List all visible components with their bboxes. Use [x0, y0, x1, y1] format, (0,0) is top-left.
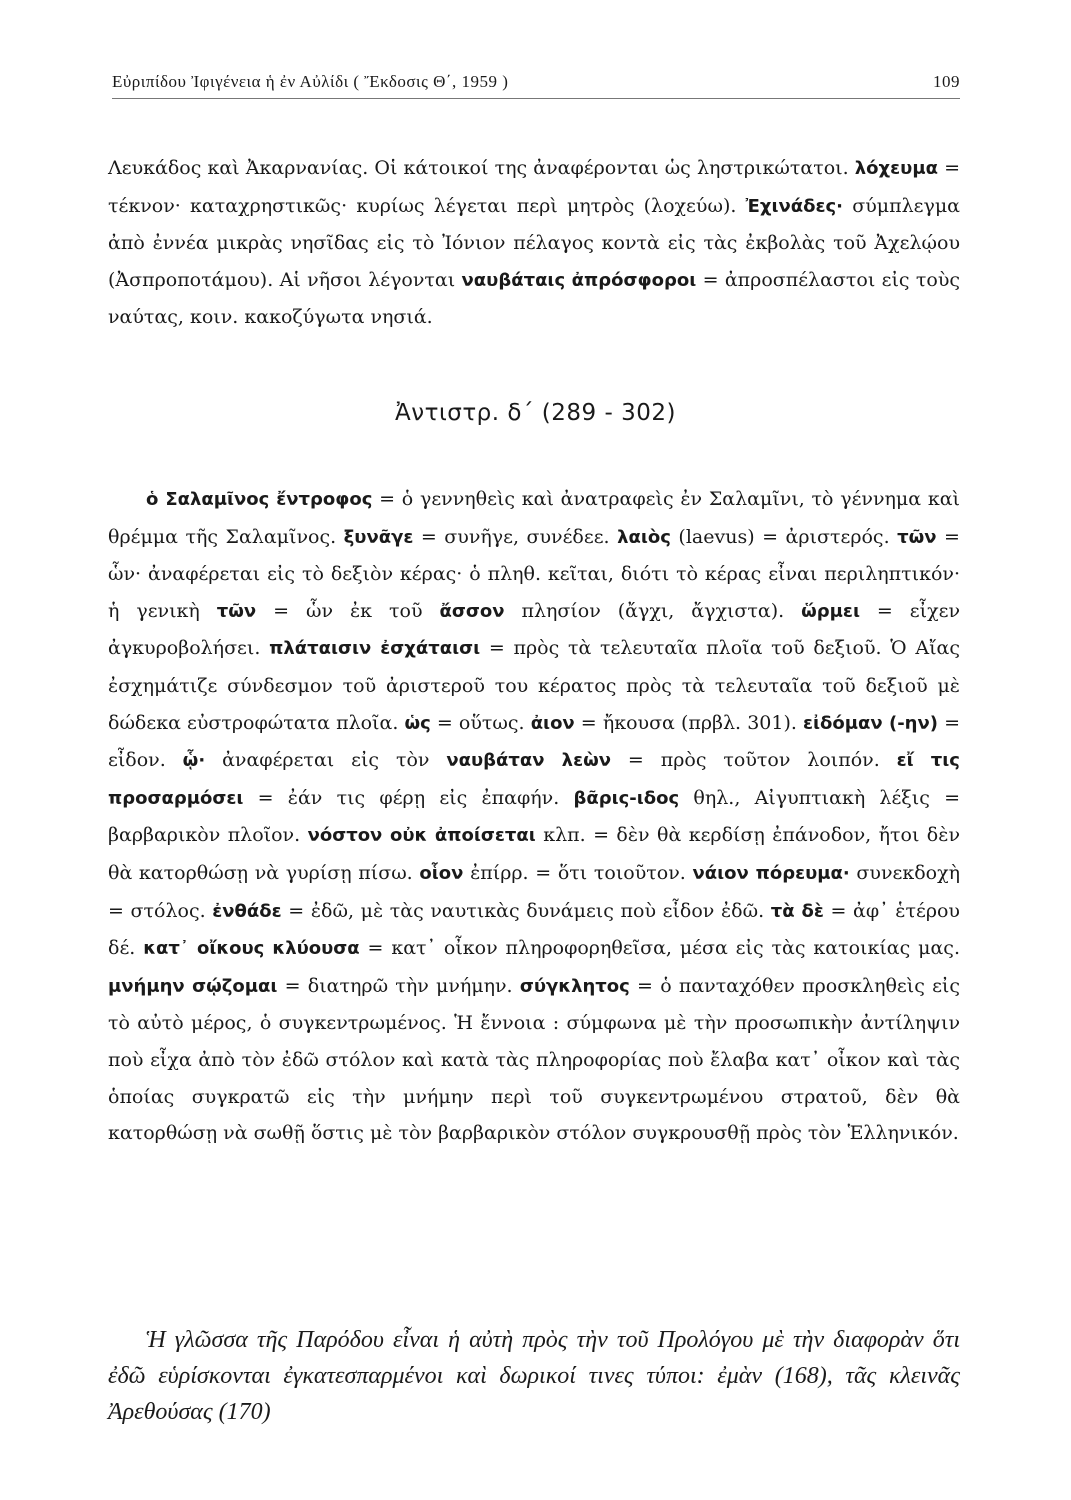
lemma: τῶν: [216, 600, 257, 622]
text-run: = πρὸς τὰ τελευταῖα πλοῖα τοῦ δεξιοῦ. Ὁ Αἴας ἐσχημάτιζε σύνδεσμον τοῦ ἀριστεροῦ του κέρατος πρὸς τὰ τελευταῖα τοῦ δεξιοῦ μὲ δώδεκα εὐστροφώτατα πλοῖα.: [108, 637, 961, 734]
text-run: Λευκάδος καὶ Ἀκαρνανίας. Οἱ κάτοικοί της ἀναφέρονται ὡς ληστρικώτατοι.: [108, 157, 855, 179]
text-run: = κατ᾽ οἶκον πληροφορηθεῖσα, μέσα εἰς τὰς κατοικίας μας.: [359, 937, 960, 960]
running-header: [112, 72, 960, 92]
text-run: = συνῆγε, συνέδεε.: [413, 525, 618, 548]
text-run: = ἀπροσπέλαστοι εἰς τοὺς ναύτας, κοιν. κακοζύγωτα νησιά.: [108, 268, 961, 329]
lemma: σύγκλητος: [519, 975, 630, 997]
text-run: = τέκνον· καταχρηστικῶς· κυρίως λέγεται περὶ μητρὸς (λοχεύω).: [108, 157, 960, 217]
lemma: ἄσσον: [439, 600, 505, 622]
text-run: = ἤκουσα (πρβλ. 301).: [574, 711, 804, 734]
section-heading: Ἀντιστρ. δ΄ (289 - 302): [395, 400, 676, 426]
lemma: λόχευμα: [854, 158, 938, 179]
text-run: = ὁ γεννηθεὶς καὶ ἀνατραφεὶς ἐν Σαλαμῖνι, τὸ γέννημα καὶ θρέμμα τῆς Σαλαμῖνος.: [108, 488, 960, 548]
text-run: = ὧν· ἀναφέρεται εἰς τὸ δεξιὸν κέρας· ὁ πληθ. κεῖται, διότι τὸ κέρας εἶναι περιληπτικόν· ἡ γενικὴ: [108, 525, 960, 622]
lemma: ἀιον: [530, 712, 575, 734]
lemma: ὡς: [404, 712, 431, 734]
text-run: πλησίον (ἄγχι, ἄγχιστα).: [504, 599, 802, 622]
lemma: τὰ δὲ: [770, 900, 824, 922]
lemma: ὁ Σαλαμῖνος ἔντροφος: [146, 489, 373, 510]
text-run: = ὧν ἐκ τοῦ: [256, 599, 440, 622]
text-run: = ἀφ᾽ ἑτέρου δέ.: [108, 899, 960, 960]
lemma: πλάταισιν ἐσχάταισι: [269, 638, 481, 660]
lemma: λαιὸς: [617, 526, 671, 548]
lemma: ναυβάταν λεὼν: [446, 750, 611, 772]
text-run: θηλ., Αἰγυπτιακὴ λέξις = βαρβαρικὸν πλοῖον.: [108, 786, 960, 847]
text-run: ἐπίρρ. = ὅτι τοιοῦτον.: [463, 861, 693, 884]
text-run: = ὁ πανταχόθεν προσκληθεὶς εἰς τὸ αὐτὸ μέρος, ὁ συγκεντρωμένος. Ἡ ἔννοια : σύμφωνα μὲ τὴν προσωπικὴν ἀντίληψιν ποὺ εἶχα ἀπὸ τὸν ἐδῶ στόλον καὶ κατὰ τὰς πληροφορίας ποὺ ἔλαβα κατ᾽ οἶκον καὶ τὰς ὁποίας συγκρατῶ εἰς τὴν μνήμην περὶ τοῦ συγκεντρωμένου στρατοῦ, δὲν θὰ κατορθώσῃ νὰ σωθῇ ὅστις μὲ τὸν βαρβαρικὸν στόλον συγκρουσθῇ πρὸς τὸν Ἑλληνικόν.: [108, 974, 961, 1145]
text-run: κλπ. = δὲν θὰ κερδίσῃ ἐπάνοδον, ἤτοι δὲν θὰ κατορθώσῃ νὰ γυρίσῃ πίσω.: [108, 824, 960, 884]
lemma: ναυβάταις ἀπρόσφοροι: [461, 269, 697, 291]
text-run: = πρὸς τοῦτον λοιπόν.: [611, 749, 897, 772]
text-run: = οὕτως.: [430, 711, 531, 734]
text-run: = ἐάν τις φέρῃ εἰς ἐπαφήν.: [243, 786, 574, 809]
text-run: = διατηρῶ τὴν μνήμην.: [277, 974, 520, 997]
header-rule: [112, 98, 960, 99]
text-run: = ἐδῶ, μὲ τὰς ναυτικὰς δυνάμεις ποὺ εἶδον ἐδῶ.: [281, 899, 771, 922]
lemma: κατ᾽ οἴκους κλύουσα: [143, 938, 360, 960]
lemma: βᾶρις-ιδος: [573, 787, 680, 809]
text-run: συνεκδοχὴ = στόλος.: [108, 861, 960, 922]
running-title: Εὐριπίδου Ἰφιγένεια ἡ ἐν Αὐλίδι ( Ἔκδοσις Θ΄, 1959 ): [112, 72, 509, 91]
text-run: = εἶχεν ἀγκυροβολήσει.: [108, 599, 960, 660]
lemma: νάιον πόρευμα·: [692, 862, 850, 884]
lemma: μνήμην σῴζομαι: [108, 975, 278, 997]
commentary-paragraph-2: [108, 481, 960, 1152]
page-number: 109: [933, 72, 960, 91]
lemma: εἰδόμαν (-ην): [803, 712, 938, 734]
text-run: σύμπλεγμα ἀπὸ ἐννέα μικρὰς νησῖδας εἰς τὸ Ἰόνιον πέλαγος κοντὰ εἰς τὰς ἐκβολὰς τοῦ Ἀχελῴου (Ἀσπροποτάμου). Αἱ νῆσοι λέγονται: [108, 194, 960, 291]
lemma: τῶν: [897, 526, 937, 548]
text-run: (laevus) = ἀριστερός.: [670, 525, 898, 548]
lemma: εἴ τις προσαρμόσει: [108, 750, 960, 809]
text-run: ἀναφέρεται εἰς τὸν: [205, 749, 447, 772]
lemma: νόστον οὐκ ἀποίσεται: [307, 825, 536, 847]
lemma: ἐνθάδε: [212, 900, 282, 922]
lemma: ᾧ·: [182, 750, 206, 772]
lemma: οἷον: [419, 862, 464, 884]
lemma: Ἐχινάδες·: [745, 195, 844, 217]
commentary-paragraph-1: [108, 150, 960, 336]
text-run: = εἶδον.: [108, 711, 961, 772]
closing-italic-paragraph: Ἡ γλῶσσα τῆς Παρόδου εἶναι ἡ αὐτὴ πρὸς τὴν τοῦ Προλόγου μὲ τὴν διαφορὰν ὅτι ἐδῶ εὑρίσκονται ἐγκατεσπαρμένοι καὶ δωρικοί τινες τύποι: ἐμὰν (168), τᾶς κλεινᾶς Ἀρεθούσας (170): [108, 1327, 960, 1425]
lemma: ὥρμει: [801, 600, 860, 622]
lemma: ξυνᾶγε: [343, 526, 414, 548]
